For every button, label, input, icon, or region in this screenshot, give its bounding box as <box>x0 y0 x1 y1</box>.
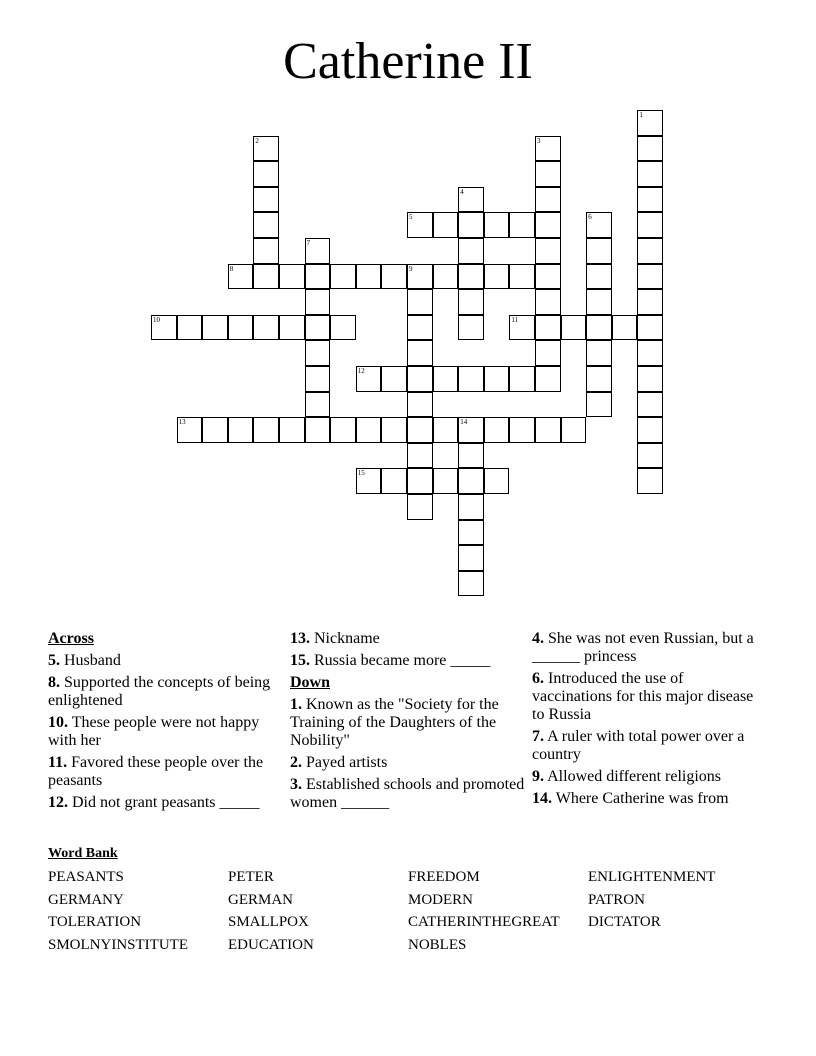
crossword-cell[interactable] <box>586 238 612 264</box>
crossword-cell[interactable] <box>458 238 484 264</box>
crossword-cell[interactable] <box>484 212 510 238</box>
crossword-cell[interactable] <box>305 264 331 290</box>
down-clue-6: 6. Introduced the use of vaccinations for this major disease to Russia <box>532 670 754 723</box>
crossword-cell[interactable] <box>637 392 663 418</box>
down-clue-9: 9. Allowed different religions <box>532 768 722 785</box>
word-bank-word: TOLERATION <box>48 914 142 930</box>
crossword-cell[interactable] <box>458 494 484 520</box>
crossword-cell[interactable] <box>433 264 459 290</box>
crossword-cell[interactable] <box>381 468 407 494</box>
crossword-cell[interactable] <box>637 161 663 187</box>
crossword-cell[interactable] <box>535 161 561 187</box>
crossword-cell[interactable] <box>458 571 484 597</box>
clue-number: 4 <box>460 187 464 196</box>
crossword-cell[interactable] <box>484 468 510 494</box>
clue-number: 6 <box>588 213 592 222</box>
clues-column-1 <box>48 630 273 816</box>
crossword-cell[interactable] <box>407 289 433 315</box>
down-clue-2: 2. Payed artists <box>290 754 388 771</box>
crossword-cell[interactable] <box>561 315 587 341</box>
word-bank-word: PETER <box>228 869 274 885</box>
crossword-cell[interactable] <box>458 417 484 443</box>
across-clue-12: 12. Did not grant peasants _____ <box>48 794 260 811</box>
crossword-cell[interactable] <box>637 340 663 366</box>
page-title: Catherine II <box>283 33 533 90</box>
crossword-cell[interactable] <box>305 392 331 418</box>
down-clue-1: 1. Known as the "Society for the Training of the Daughters of the Nobility" <box>290 696 499 749</box>
across-header: Across <box>48 630 94 647</box>
crossword-cell[interactable] <box>637 289 663 315</box>
word-bank-word: ENLIGHTENMENT <box>588 869 716 885</box>
crossword-cell[interactable] <box>407 315 433 341</box>
crossword-cell[interactable] <box>253 136 279 162</box>
crossword-cell[interactable] <box>586 340 612 366</box>
crossword-cell[interactable] <box>612 315 638 341</box>
crossword-cell[interactable] <box>381 417 407 443</box>
crossword-cell[interactable] <box>586 366 612 392</box>
crossword-cell[interactable] <box>228 417 254 443</box>
crossword-cell[interactable] <box>433 417 459 443</box>
word-bank-word: MODERN <box>408 892 474 908</box>
crossword-cell[interactable] <box>407 366 433 392</box>
crossword-cell[interactable] <box>535 136 561 162</box>
crossword-cell[interactable] <box>586 264 612 290</box>
crossword-cell[interactable] <box>305 289 331 315</box>
crossword-cell[interactable] <box>458 468 484 494</box>
crossword-cell[interactable] <box>381 366 407 392</box>
crossword-cell[interactable] <box>637 212 663 238</box>
crossword-cell[interactable] <box>509 212 535 238</box>
clues-column-3 <box>532 630 762 812</box>
crossword-cell[interactable] <box>637 264 663 290</box>
clue-number: 13 <box>178 418 186 427</box>
crossword-cell[interactable] <box>407 212 433 238</box>
crossword-cell[interactable] <box>458 315 484 341</box>
clues-column-2 <box>290 630 525 816</box>
crossword-cell[interactable] <box>202 315 228 341</box>
clue-number: 14 <box>460 418 468 427</box>
crossword-cell[interactable] <box>458 187 484 213</box>
clue-number: 12 <box>357 367 365 375</box>
crossword-cell[interactable] <box>535 366 561 392</box>
crossword-cell[interactable] <box>535 187 561 213</box>
word-bank-header: Word Bank <box>48 846 118 861</box>
crossword-cell[interactable] <box>458 289 484 315</box>
crossword-cell[interactable] <box>407 264 433 290</box>
crossword-cell[interactable] <box>279 417 305 443</box>
crossword-cell[interactable] <box>253 264 279 290</box>
crossword-cell[interactable] <box>509 264 535 290</box>
crossword-cell[interactable] <box>356 468 382 494</box>
crossword-cell[interactable] <box>509 315 535 341</box>
crossword-cell[interactable] <box>484 366 510 392</box>
clue-number: 3 <box>537 136 541 145</box>
crossword-cell[interactable] <box>433 366 459 392</box>
clue-number: 8 <box>229 264 234 273</box>
across-clue-13: 13. Nickname <box>290 630 380 647</box>
down-clue-14: 14. Where Catherine was from <box>532 790 729 807</box>
crossword-cell[interactable] <box>637 136 663 162</box>
crossword-cell[interactable] <box>484 264 510 290</box>
crossword-cell[interactable] <box>535 264 561 290</box>
crossword-cell[interactable] <box>305 238 331 264</box>
crossword-cell[interactable] <box>151 315 177 341</box>
clue-number: 11 <box>511 315 519 324</box>
crossword-cell[interactable] <box>381 264 407 290</box>
word-bank-word: NOBLES <box>408 937 467 953</box>
crossword-cell[interactable] <box>407 443 433 469</box>
down-clue-4: 4. She was not even Russian, but a ______ princess <box>532 630 754 665</box>
crossword-cell[interactable] <box>433 212 459 238</box>
crossword-cell[interactable] <box>458 366 484 392</box>
crossword-cell[interactable] <box>253 315 279 341</box>
crossword-cell[interactable] <box>458 212 484 238</box>
crossword-cell[interactable] <box>356 417 382 443</box>
crossword-cell[interactable] <box>433 468 459 494</box>
crossword-cell[interactable] <box>305 417 331 443</box>
across-clue-5: 5. Husband <box>48 652 121 669</box>
word-bank-word: GERMANY <box>48 892 124 908</box>
crossword-cell[interactable] <box>637 315 663 341</box>
crossword-cell[interactable] <box>535 289 561 315</box>
crossword-cell[interactable] <box>177 417 203 443</box>
crossword-cell[interactable] <box>330 264 356 290</box>
crossword-cell[interactable] <box>202 417 228 443</box>
crossword-cell[interactable] <box>407 417 433 443</box>
crossword-cell[interactable] <box>535 417 561 443</box>
crossword-cell[interactable] <box>586 289 612 315</box>
word-bank-word: SMALLPOX <box>228 914 309 930</box>
crossword-cell[interactable] <box>535 340 561 366</box>
word-bank-word: EDUCATION <box>228 937 314 953</box>
across-clue-10: 10. These people were not happy with her <box>48 714 260 749</box>
crossword-cell[interactable] <box>177 315 203 341</box>
crossword-cell[interactable] <box>458 520 484 546</box>
clue-number: 7 <box>306 239 311 247</box>
crossword-cell[interactable] <box>279 315 305 341</box>
crossword-cell[interactable] <box>637 468 663 494</box>
crossword-cell[interactable] <box>535 238 561 264</box>
crossword-cell[interactable] <box>407 494 433 520</box>
crossword-cell[interactable] <box>637 110 663 136</box>
crossword-cell[interactable] <box>458 443 484 469</box>
word-bank-word: CATHERINTHEGREAT <box>408 914 560 930</box>
crossword-cell[interactable] <box>561 417 587 443</box>
crossword-cell[interactable] <box>637 366 663 392</box>
clue-number: 10 <box>153 315 160 324</box>
clue-number: 2 <box>255 136 259 145</box>
crossword-cell[interactable] <box>228 315 254 341</box>
crossword-cell[interactable] <box>586 392 612 418</box>
word-bank-word: PEASANTS <box>48 869 124 885</box>
crossword-cell[interactable] <box>586 315 612 341</box>
crossword-cell[interactable] <box>228 264 254 290</box>
clue-number: 5 <box>409 213 413 222</box>
across-clue-11: 11. Favored these people over the peasants <box>48 754 264 789</box>
word-bank-word: GERMAN <box>228 892 294 908</box>
crossword-cell[interactable] <box>509 417 535 443</box>
crossword-cell[interactable] <box>253 161 279 187</box>
word-bank-word: DICTATOR <box>588 914 661 930</box>
crossword-cell[interactable] <box>407 340 433 366</box>
crossword-cell[interactable] <box>509 366 535 392</box>
down-clue-3: 3. Established schools and promoted women ______ <box>290 776 525 811</box>
crossword-cell[interactable] <box>458 264 484 290</box>
crossword-cell[interactable] <box>637 417 663 443</box>
across-clue-8: 8. Supported the concepts of being enlightened <box>48 674 271 709</box>
down-header: Down <box>290 674 331 691</box>
crossword-cell[interactable] <box>535 212 561 238</box>
crossword-cell[interactable] <box>253 417 279 443</box>
down-clue-7: 7. A ruler with total power over a country <box>532 728 745 763</box>
crossword-cell[interactable] <box>253 238 279 264</box>
crossword-cell[interactable] <box>458 545 484 571</box>
crossword-cell[interactable] <box>253 187 279 213</box>
crossword-cell[interactable] <box>356 264 382 290</box>
crossword-cell[interactable] <box>305 315 331 341</box>
crossword-cell[interactable] <box>330 315 356 341</box>
word-bank-word: SMOLNYINSTITUTE <box>48 937 188 953</box>
crossword-cell[interactable] <box>305 340 331 366</box>
word-bank-word: PATRON <box>588 892 645 908</box>
crossword-cell[interactable] <box>305 366 331 392</box>
crossword-cell[interactable] <box>253 212 279 238</box>
crossword-cell[interactable] <box>279 264 305 290</box>
crossword-cell[interactable] <box>330 417 356 443</box>
across-clue-15: 15. Russia became more _____ <box>290 652 491 669</box>
crossword-cell[interactable] <box>407 392 433 418</box>
crossword-cell[interactable] <box>484 417 510 443</box>
word-bank-word: FREEDOM <box>408 869 480 885</box>
crossword-cell[interactable] <box>637 187 663 213</box>
crossword-cell[interactable] <box>637 443 663 469</box>
clue-number: 1 <box>639 111 643 119</box>
crossword-cell[interactable] <box>407 468 433 494</box>
crossword-cell[interactable] <box>356 366 382 392</box>
clue-number: 9 <box>409 264 413 273</box>
crossword-cell[interactable] <box>586 212 612 238</box>
clue-number: 15 <box>357 469 365 478</box>
crossword-cell[interactable] <box>637 238 663 264</box>
crossword-cell[interactable] <box>535 315 561 341</box>
